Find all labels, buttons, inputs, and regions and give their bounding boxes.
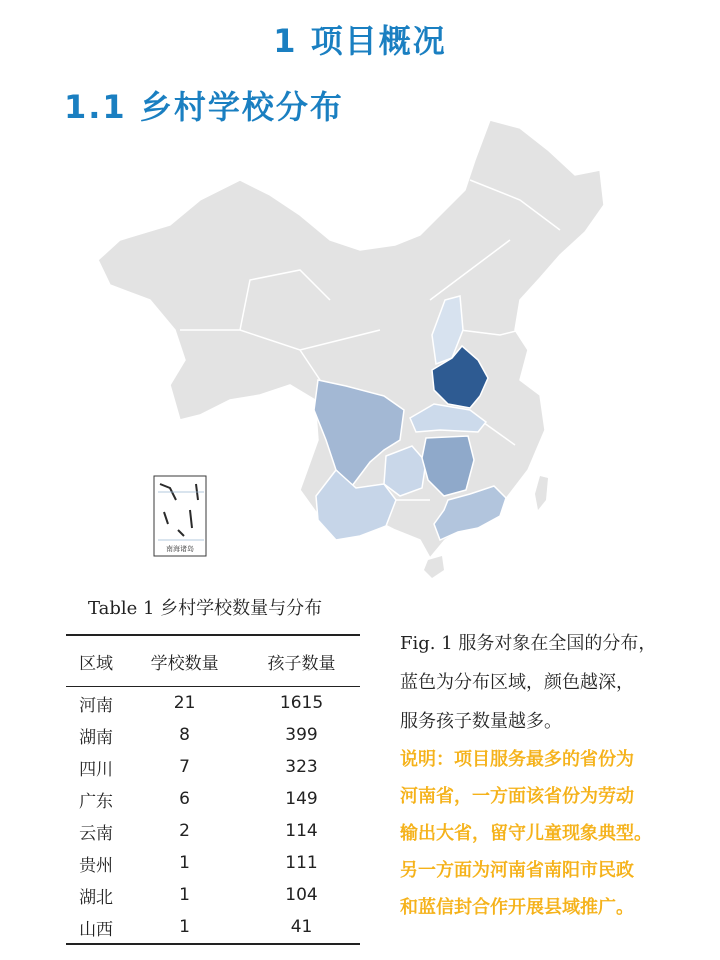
- cell-region: 贵州: [79, 855, 114, 876]
- cell-children: 104: [285, 885, 318, 905]
- subsection-title: 1.1 乡村学校分布: [64, 88, 344, 126]
- table-row: [66, 719, 360, 751]
- explanation-note: [400, 741, 704, 926]
- section-title: 1 项目概况: [273, 22, 447, 60]
- note-line: 另一方面为河南省南阳市民政: [400, 860, 634, 881]
- cell-children: 111: [285, 853, 318, 873]
- table-header-row: [66, 635, 360, 687]
- figure-caption: [400, 624, 700, 741]
- table-row: [66, 687, 360, 720]
- table-row: [66, 751, 360, 783]
- cell-region: 湖北: [79, 887, 114, 908]
- cell-children: 114: [285, 821, 318, 841]
- school-table: [66, 634, 360, 945]
- cell-children: 149: [285, 789, 318, 809]
- south-sea-inset: [154, 476, 206, 556]
- table-row: [66, 847, 360, 879]
- cell-region: 广东: [79, 791, 114, 812]
- island-taiwan: [535, 476, 548, 510]
- island-hainan: [424, 556, 444, 578]
- cell-schools: 8: [179, 725, 190, 745]
- figure-caption-line: Fig. 1 服务对象在全国的分布，: [400, 633, 657, 654]
- note-line: 河南省，一方面该省份为劳动: [400, 786, 634, 807]
- cell-schools: 6: [179, 789, 190, 809]
- cell-schools: 1: [179, 917, 190, 937]
- cell-region: 河南: [79, 695, 114, 716]
- header-children: 孩子数量: [267, 653, 336, 674]
- cell-schools: 1: [179, 885, 190, 905]
- cell-children: 323: [285, 757, 318, 777]
- cell-schools: 2: [179, 821, 190, 841]
- cell-schools: 1: [179, 853, 190, 873]
- cell-region: 云南: [79, 823, 114, 844]
- figure-caption-line: 蓝色为分布区域，颜色越深，: [400, 672, 634, 693]
- note-line: 说明：项目服务最多的省份为: [400, 749, 634, 770]
- note-line: 和蓝信封合作开展县域推广。: [400, 897, 634, 918]
- cell-schools: 7: [179, 757, 190, 777]
- cell-children: 41: [290, 917, 313, 937]
- cell-region: 湖南: [79, 727, 114, 748]
- cell-region: 四川: [79, 759, 114, 780]
- header-schools: 学校数量: [150, 653, 219, 674]
- cell-region: 山西: [79, 919, 114, 940]
- note-line: 输出大省，留守儿童现象典型。: [400, 823, 652, 844]
- table-caption: Table 1 乡村学校数量与分布: [88, 598, 323, 619]
- table-row: [66, 783, 360, 815]
- table-row: [66, 815, 360, 847]
- header-region: 区域: [79, 653, 114, 674]
- table-row: [66, 911, 360, 944]
- cell-children: 399: [285, 725, 318, 745]
- cell-schools: 21: [173, 693, 196, 713]
- table-row: [66, 879, 360, 911]
- inset-label: 南海诸岛: [166, 545, 194, 553]
- cell-children: 1615: [279, 693, 324, 713]
- figure-caption-line: 服务孩子数量越多。: [400, 711, 562, 732]
